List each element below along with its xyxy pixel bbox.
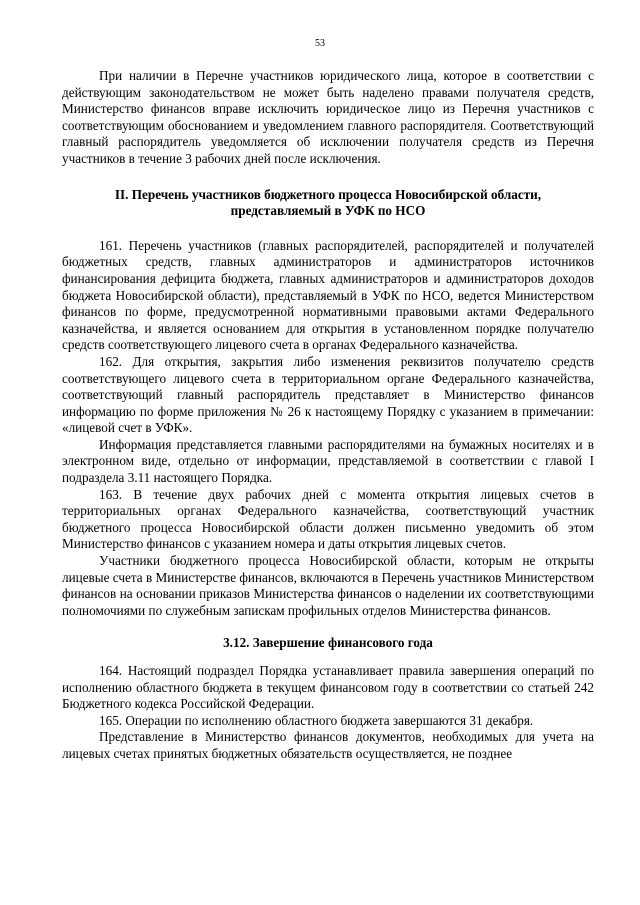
section-heading: II. Перечень участников бюджетного процесса Новосибирской области, представляемый в УФК по НСО xyxy=(114,186,542,219)
document-body xyxy=(62,68,594,763)
paragraph-163: 163. В течение двух рабочих дней с момента открытия лицевых счетов в территориальных органах Федерального казначейства, соответствующий участник бюджетного процесса Новосибирской области должен письменно уведомить об этом Министерство финансов с указанием номера и даты открытия лицевых счетов. xyxy=(62,486,594,552)
paragraph: Участники бюджетного процесса Новосибирской области, которым не открыты лицевые счета в Министерстве финансов, включаются в Перечень участников Министерством финансов на основании приказов Министерства финансов о наделении их соответствующими полномочиями по служебным запискам профильных отделов Министерства финансов. xyxy=(62,553,594,618)
paragraph: Представление в Министерство финансов документов, необходимых для учета на лицевых счетах принятых бюджетных обязательств осуществляется, не позднее xyxy=(62,729,594,761)
paragraph-162: 162. Для открытия, закрытия либо изменения реквизитов получателю средств соответствующего лицевого счета в территориальном органе Федерального казначейства, соответствующий главный распорядитель представляет в Министерство финансов информацию по форме приложения № 26 к настоящему Порядку с указанием в примечании: «лицевой счет в УФК». xyxy=(62,353,594,436)
paragraph-165: 165. Операции по исполнению областного бюджета завершаются 31 декабря. xyxy=(99,712,534,728)
paragraph-164: 164. Настоящий подраздел Порядка устанавливает правила завершения операций по исполнению областного бюджета в текущем финансовом году в соответствии со статьей 242 Бюджетного кодекса Российской Федерации. xyxy=(62,663,594,712)
paragraph-161: 161. Перечень участников (главных распорядителей, распорядителей и получателей бюджетных средств, главных администраторов и администраторов источников финансирования дефицита бюджета, главных администраторов и администраторов доходов бюджета Новосибирской области), представляемый в УФК по НСО, ведется Министерством финансов по форме, предусмотренной нормативными правовыми актами Федерального казначейства, и является основанием для открытия в установленном порядке получателю средств соответствующего лицевого счета в органах Федерального казначейства. xyxy=(62,237,594,353)
page-number: 53 xyxy=(315,38,325,49)
subsection-heading: 3.12. Завершение финансового года xyxy=(223,635,433,651)
paragraph: Информация представляется главными распорядителями на бумажных носителях и в электронном виде, отдельно от информации, представляемой в соответствии с главой I подраздела 3.11 настоящего Порядка. xyxy=(62,436,594,486)
paragraph: При наличии в Перечне участников юридического лица, которое в соответствии с действующим законодательством не может быть наделено правами получателя средств, Министерство финансов вправе исключить юридическое лицо из Перечня участников с соответствующим обоснованием и уведомлением главного распорядителя. Соответствующий главный распорядитель уведомляется об исключении получателя средств из Перечня участников в течение 3 рабочих дней после исключения. xyxy=(62,68,594,166)
